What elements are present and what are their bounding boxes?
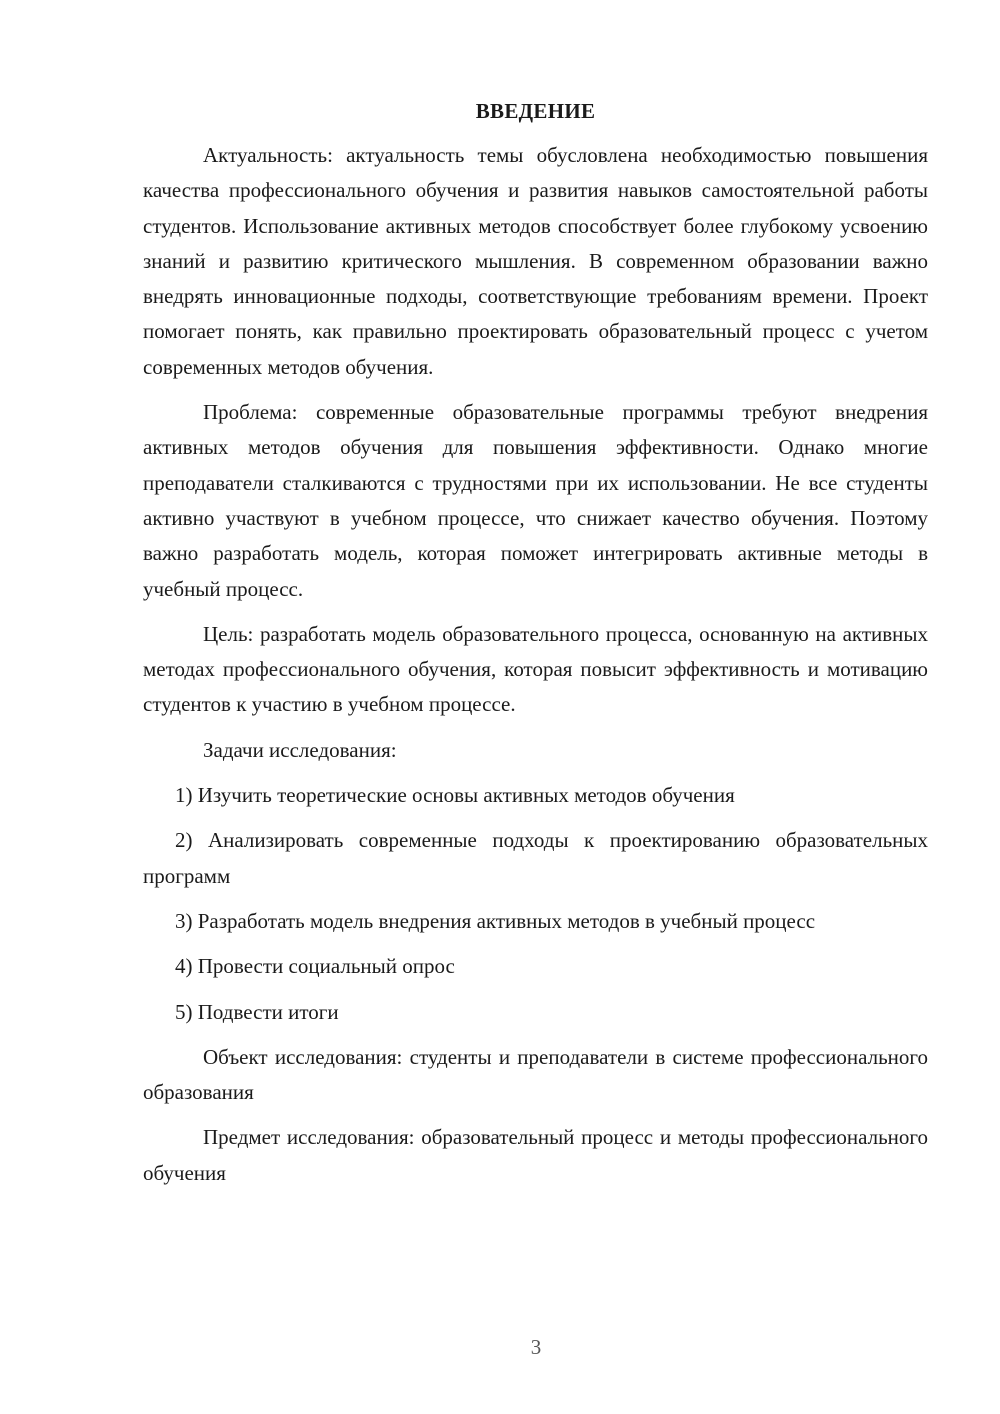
paragraph-object: Объект исследования: студенты и преподаватели в системе профессионального образования — [143, 1044, 928, 1105]
section-title: ВВЕДЕНИЕ — [475, 99, 596, 123]
paragraph-relevance: Актуальность: актуальность темы обусловлена необходимостью повышения качества профессионального обучения и развития навыков самостоятельной работы студентов. Использование активных методов способствует более глубокому усвоению знаний и развитию критического мышления. В современном образовании важно внедрять инновационные подходы, соответствующие требованиям времени. Проект помогает понять, как правильно проектировать образовательный процесс с учетом современных методов обучения. — [143, 143, 928, 379]
task-item-2: 2) Анализировать современные подходы к проектированию образовательных программ — [143, 828, 928, 888]
task-item-4: 4) Провести социальный опрос — [175, 954, 455, 979]
task-item-5: 5) Подвести итоги — [175, 999, 339, 1024]
document-body — [143, 96, 928, 1201]
page-number: 3 — [530, 1335, 542, 1359]
paragraph-subject: Предмет исследования: образовательный процесс и методы профессионального обучения — [143, 1125, 928, 1185]
paragraph-problem: Проблема: современные образовательные программы требуют внедрения активных методов обучения для повышения эффективности. Однако многие преподаватели сталкиваются с трудностями при их использовании. Не все студенты активно участвуют в учебном процессе, что снижает качество обучения. Поэтому важно разработать модель, которая поможет интегрировать активные методы в учебный процесс. — [143, 400, 928, 601]
tasks-heading: Задачи исследования: — [203, 737, 397, 762]
task-item-1: 1) Изучить теоретические основы активных методов обучения — [175, 783, 735, 808]
task-item-3: 3) Разработать модель внедрения активных методов в учебный процесс — [175, 908, 816, 933]
paragraph-goal: Цель: разработать модель образовательного процесса, основанную на активных методах профессионального обучения, которая повысит эффективность и мотивацию студентов к участию в учебном процессе. — [143, 621, 928, 717]
